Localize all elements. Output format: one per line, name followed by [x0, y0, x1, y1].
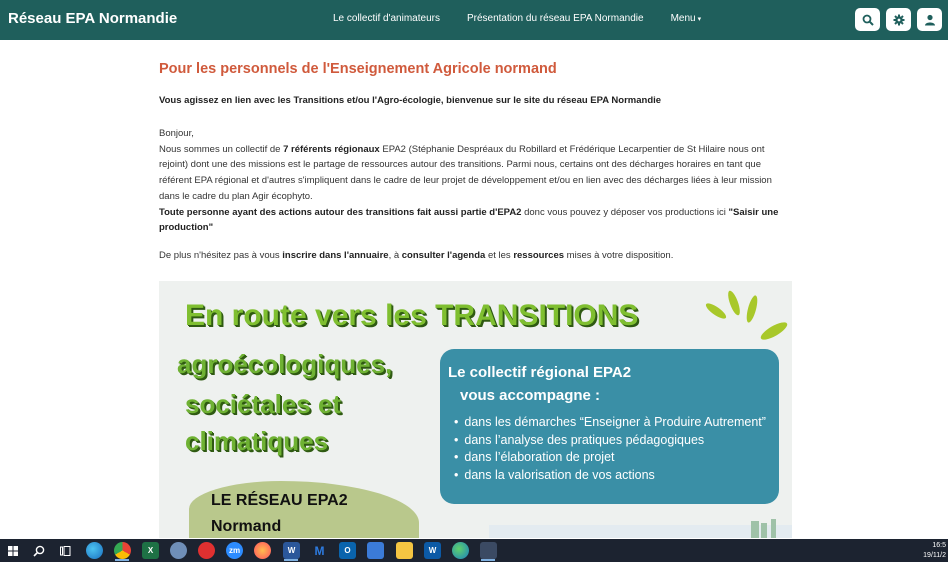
clock-time: 16:5 [932, 542, 946, 549]
everyone-part-text: Toute personne ayant des actions autour des transitions fait aussi partie d'EPA2 [159, 206, 522, 218]
clock-date: 19/11/2 [923, 552, 946, 559]
directory-link[interactable]: inscrire dans l'annuaire [282, 250, 389, 261]
more-info-text-e: et les [485, 250, 514, 261]
user-button[interactable] [917, 8, 942, 31]
network-label: LE RÉSEAU EPA2 [211, 492, 348, 509]
search-icon [862, 14, 874, 26]
nav-icon-group [855, 8, 942, 31]
edge-dev-app-icon[interactable] [452, 542, 469, 559]
m-app-icon[interactable]: M [314, 543, 325, 558]
nav-menu-label: Menu [670, 13, 696, 24]
search-button[interactable] [855, 8, 880, 31]
settings-button[interactable] [886, 8, 911, 31]
edge-app-icon[interactable] [86, 542, 103, 559]
banner-sub-agroecologiques: agroécologiques, [177, 349, 393, 379]
red-app-icon[interactable] [198, 542, 215, 559]
agenda-link[interactable]: consulter l'agenda [401, 250, 486, 261]
banner-headline: En route vers les TRANSITIONS [185, 299, 639, 332]
caret-down-icon: ▾ [697, 16, 702, 23]
pinned-app-icon[interactable] [480, 542, 497, 559]
task-view-icon [60, 546, 71, 556]
greeting-text: Bonjour, [159, 128, 194, 139]
collective-info-box [440, 349, 779, 504]
firefox-app-icon[interactable] [254, 542, 271, 559]
leaf-decoration-icon [704, 289, 792, 349]
blue-doc-app-icon[interactable] [367, 542, 384, 559]
top-navbar [0, 0, 948, 40]
banner-sub-climatiques: climatiques [185, 426, 329, 456]
box-item-list [454, 415, 766, 485]
file-explorer-icon[interactable] [396, 542, 413, 559]
page-title: Pour les personnels de l'Enseignement Agricole normand [159, 61, 557, 77]
box-title-line1: Le collectif régional EPA2 [448, 364, 632, 381]
nav-links [333, 13, 728, 24]
search-icon [33, 545, 45, 557]
windows-logo-icon [8, 546, 18, 556]
taskbar-clock[interactable] [923, 541, 946, 561]
cloud-app-icon[interactable] [170, 542, 187, 559]
nav-link-presentation[interactable]: Présentation du réseau EPA Normandie [466, 13, 644, 24]
more-info-text-a: De plus n'hésitez pas à vous [159, 250, 283, 261]
outlook-app-icon[interactable]: O [339, 542, 356, 559]
lead-text: Vous agissez en lien avec les Transitions et/ou l'Agro-écologie, bienvenue sur le site du réseau EPA Normandie [159, 95, 662, 106]
more-info-text-c: , à [388, 250, 402, 261]
user-icon [924, 14, 936, 26]
network-region-label: Normand [211, 518, 282, 535]
chrome-app-icon[interactable] [114, 542, 131, 559]
list-item: • dans les démarches “Enseigner à Produire Autrement” [454, 415, 766, 433]
nav-link-collectif[interactable]: Le collectif d'animateurs [333, 13, 440, 24]
intro-text-c: EPA2 (Stéphanie Despréaux du Robillard et Frédérique Lecarpentier de St Hilaire nous ont rejoint) dont une des missions est le partage de ressources autour des transitions. Parmi nous, certains ont des décharges horaires en tant que référent EPA régional et d'autres s'impliquent dans le cadre de leur projet de développement et/ou en lien avec des décharges liées à leur mission dans le cadre du plan Agir écophyto. [159, 143, 772, 202]
gear-icon [893, 14, 905, 26]
excel-app-icon[interactable]: X [142, 542, 159, 559]
resources-link[interactable]: ressources [513, 250, 565, 261]
transitions-banner-image [159, 281, 792, 538]
nav-menu-dropdown[interactable] [671, 13, 702, 24]
list-item: • dans l’élaboration de projet [454, 450, 766, 468]
intro-text-a: Nous sommes un collectif de [159, 143, 284, 155]
word-app-icon[interactable]: W [283, 542, 300, 559]
taskbar-search-button[interactable] [30, 542, 47, 559]
zoom-app-icon[interactable]: zm [226, 542, 243, 559]
windows-start-button[interactable] [4, 542, 21, 559]
task-view-button[interactable] [57, 542, 74, 559]
city-skyline-decoration-icon [489, 519, 792, 538]
more-info-paragraph [159, 250, 791, 261]
referents-count: 7 référents régionaux [283, 143, 380, 155]
word-active-indicator [284, 559, 298, 561]
submit-production-link[interactable]: "Saisir une production" [159, 206, 779, 234]
windows-taskbar [0, 539, 948, 562]
list-item: • dans la valorisation de vos actions [454, 468, 766, 486]
w-app-icon[interactable]: W [424, 542, 441, 559]
box-title-line2: vous accompagne : [460, 387, 601, 404]
pinned-active-indicator [481, 559, 495, 561]
chrome-active-indicator [115, 559, 129, 561]
more-info-text-g: mises à votre disposition. [564, 250, 674, 261]
list-item: • dans l’analyse des pratiques pédagogiques [454, 433, 766, 451]
banner-sub-societales: sociétales et [185, 389, 342, 419]
deposit-text: donc vous pouvez y déposer vos productions ici [521, 206, 729, 218]
site-brand[interactable]: Réseau EPA Normandie [8, 10, 178, 27]
intro-paragraph [159, 126, 791, 236]
